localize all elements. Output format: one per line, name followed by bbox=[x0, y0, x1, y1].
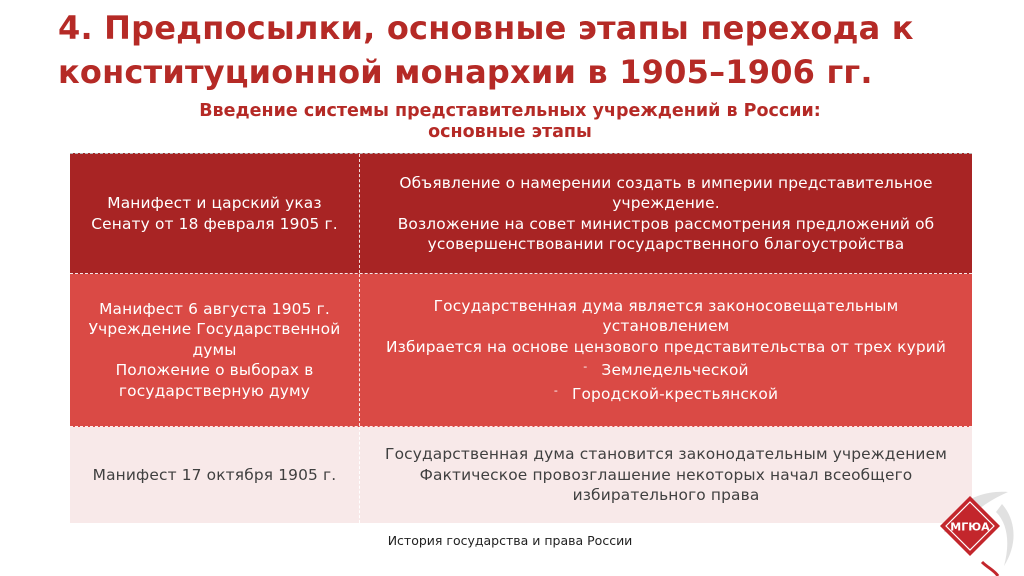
mgua-logo-icon bbox=[938, 484, 1024, 576]
stage-2-content bbox=[360, 274, 972, 426]
stage-3-content-line: Государственная дума становится законодательным учреждением bbox=[385, 445, 947, 464]
stage-row-2 bbox=[70, 274, 972, 427]
bullet-marker: - bbox=[553, 383, 558, 397]
curia-name: Городской-крестьянской bbox=[571, 384, 779, 403]
stage-2-act-line: государстверную думу bbox=[118, 381, 311, 400]
stage-1-content-line: Объявление о намерении создать в империи представительное bbox=[399, 173, 933, 192]
stage-1-content-line: Возложение на совет министров рассмотрения предложений об bbox=[397, 214, 935, 233]
stage-2-content-line: Избирается на основе цензового представительства от трех курий bbox=[385, 337, 947, 356]
stage-1-content-line: учреждение. bbox=[612, 194, 720, 212]
stage-3-content-line: Фактическое провозглашение некоторых начал всеобщего bbox=[419, 465, 913, 484]
stages-table bbox=[70, 153, 972, 523]
footer-course-name: История государства и права России bbox=[387, 533, 633, 548]
slide-title: 4. Предпосылки, основные этапы перехода к конституционной монархии в 1905–1906 гг. bbox=[58, 9, 914, 91]
subtitle-line-1: Введение системы представительных учреждений в России: bbox=[199, 101, 821, 121]
stage-2-act-line: думы bbox=[192, 340, 237, 359]
stage-1-act bbox=[70, 154, 360, 273]
stage-2-act-line: Манифест 6 августа 1905 г. bbox=[99, 299, 330, 318]
subtitle-line-2: основные этапы bbox=[428, 122, 592, 142]
stage-1-content-line: усовершенствовании государственного благоустройства bbox=[427, 235, 905, 253]
stage-1-act-line: Манифест и царский указ bbox=[107, 194, 322, 212]
stage-2-act bbox=[70, 274, 360, 426]
stage-2-content-line: Государственная дума является законосовещательным bbox=[433, 296, 899, 315]
stage-1-content bbox=[360, 154, 972, 273]
stage-2-act-line: Положение о выборах в bbox=[115, 361, 314, 380]
logo-text: МГЮА bbox=[950, 520, 990, 534]
stage-2-content-line: установлением bbox=[602, 317, 730, 336]
curia-list-item bbox=[583, 357, 748, 381]
stage-3-content-line: избирательного права bbox=[572, 486, 760, 505]
stage-2-act-line: Учреждение Государственной bbox=[88, 320, 341, 339]
stage-3-act-line: Манифест 17 октября 1905 г. bbox=[92, 465, 337, 484]
slide-subtitle bbox=[100, 101, 920, 143]
stage-row-3 bbox=[70, 427, 972, 523]
stage-3-act bbox=[70, 427, 360, 523]
curia-name: Земледельческой bbox=[601, 361, 749, 380]
stage-3-content bbox=[360, 427, 972, 523]
stage-row-1 bbox=[70, 153, 972, 274]
bullet-marker: - bbox=[583, 360, 588, 374]
stage-1-act-line: Сенату от 18 февраля 1905 г. bbox=[91, 214, 338, 233]
curia-list-item bbox=[554, 381, 778, 405]
